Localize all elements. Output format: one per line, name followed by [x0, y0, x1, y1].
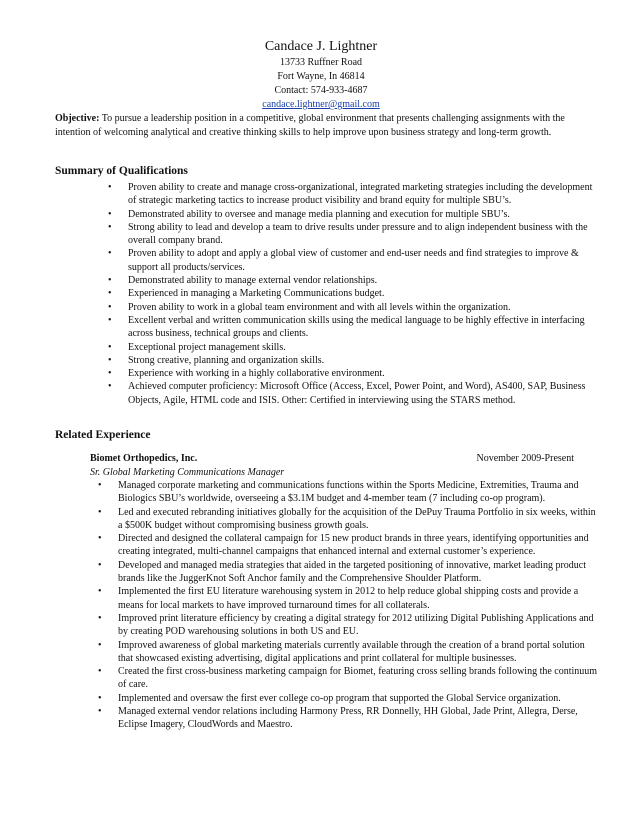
list-item: • Demonstrated ability to manage external vendor relationships. [128, 274, 598, 287]
employer-row [90, 452, 580, 465]
qualifications-heading: Summary of Qualifications [55, 165, 188, 177]
candidate-name: Candace J. Lightner [264, 39, 378, 54]
list-item: • Improved awareness of global marketing materials currently available through the creation of a brand portal solution that showcased existing advertising, digital applications and print collateral for multiple businesses. [118, 639, 598, 666]
list-item: • Developed and managed media strategies that aided in the targeted positioning of innovative, market leading product brands like the JuggerKnot Soft Anchor family and the Comprehensive Shoulder Platform. [118, 559, 598, 586]
list-item: • Strong ability to lead and develop a team to drive results under pressure and to align independent business with the overall company brand. [128, 221, 598, 248]
list-item: • Implemented the first EU literature warehousing system in 2012 to help reduce global shipping costs and provide a means for local markets to have improved turnaround times for all collaterals. [118, 585, 598, 612]
list-item: • Strong creative, planning and organization skills. [128, 354, 598, 367]
list-item: • Proven ability to work in a global team environment and with all levels within the organization. [128, 301, 598, 314]
objective-text: To pursue a leadership position in a competitive, global environment that presents challenging assignments with the intention of welcoming analytical and creative thinking skills to help improve upon business strategy and long-term growth. [55, 113, 565, 138]
list-item: • Exceptional project management skills. [128, 341, 598, 354]
qualifications-list [128, 181, 598, 407]
list-item: • Achieved computer proficiency: Microsoft Office (Access, Excel, Power Point, and Word), AS400, SAP, Business Objects, Agile, HTML code and ISIS. Other: Certified in interviewing using the STARS method. [128, 380, 598, 407]
email-link[interactable]: candace.lightner@gmail.com [262, 99, 380, 110]
list-item: • Proven ability to adopt and apply a global view of customer and end-user needs and find strategies to improve & support all products/services. [128, 247, 598, 274]
objective-label: Objective: [55, 113, 100, 124]
city-state-zip: Fort Wayne, In 46814 [277, 71, 365, 82]
contact-phone: Contact: 574-933-4687 [274, 85, 368, 96]
street-address: 13733 Ruffner Road [279, 57, 363, 68]
list-item: • Directed and designed the collateral campaign for 15 new product brands in three years, identifying opportunities and creating integrated, multi-channel campaigns that enhanced internal and external customer’s experience. [118, 532, 598, 559]
list-item: • Managed corporate marketing and communications functions within the Sports Medicine, Extremities, Trauma and Biologics SBU’s worldwide, overseeing a $3.1M budget and 4-member team (7 including co-op program). [118, 479, 598, 506]
resume-header [0, 38, 638, 112]
list-item: • Created the first cross-business marketing campaign for Biomet, featuring cross selling brands following the continuum of care. [118, 665, 598, 692]
experience-heading: Related Experience [55, 429, 151, 441]
objective-paragraph [55, 112, 595, 140]
employment-dates: November 2009-Present [476, 453, 574, 464]
employer-name: Biomet Orthopedics, Inc. [90, 453, 198, 464]
list-item: • Proven ability to create and manage cross-organizational, integrated marketing strategies including the development of strategic marketing tactics to increase product visibility and brand equity for multiple SBU’s. [128, 181, 598, 208]
list-item: • Demonstrated ability to oversee and manage media planning and execution for multiple SBU’s. [128, 208, 598, 221]
list-item: • Led and executed rebranding initiatives globally for the acquisition of the DePuy Trauma Portfolio in six weeks, within a $500K budget without compromising business growth goals. [118, 506, 598, 533]
experience-list [118, 479, 598, 732]
list-item: • Experience with working in a highly collaborative environment. [128, 367, 598, 380]
list-item: • Managed external vendor relations including Harmony Press, RR Donnelly, HH Global, Jade Print, Allegra, Derse, Eclipse Imagery, CloudWords and Maestro. [118, 705, 598, 732]
list-item: • Improved print literature efficiency by creating a digital strategy for 2012 utilizing Digital Publishing Applications and by creating POD warehousing solutions in both US and EU. [118, 612, 598, 639]
job-title: Sr. Global Marketing Communications Manager [90, 467, 285, 478]
list-item: • Implemented and oversaw the first ever college co-op program that supported the Global Service organization. [118, 692, 598, 705]
list-item: • Experienced in managing a Marketing Communications budget. [128, 287, 598, 300]
list-item: • Excellent verbal and written communication skills using the medical language to be highly effective in interfacing across business, technical groups and clients. [128, 314, 598, 341]
